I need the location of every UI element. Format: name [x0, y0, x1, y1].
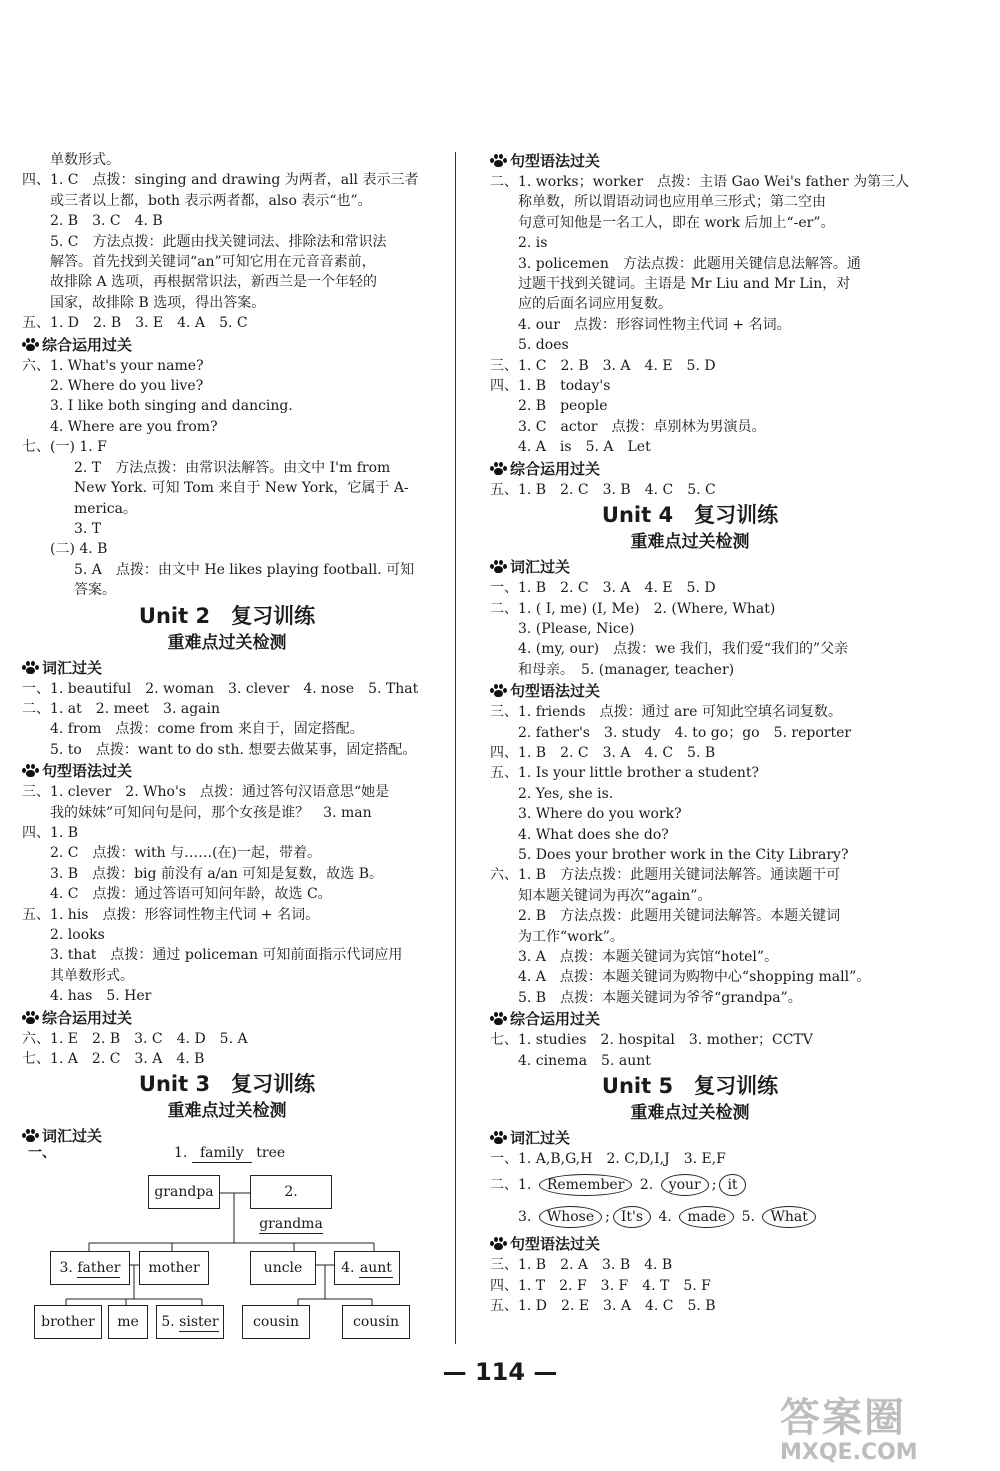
answer-line: 5. to 点拨：want to do sth. 想要去做某事，固定搭配。	[50, 741, 417, 758]
answer-line: 5. B 点拨：本题关键词为爷爷“grandpa”。	[518, 989, 802, 1006]
circled-word: made	[679, 1206, 734, 1228]
answer-line: 3. that 点拨：通过 policeman 可知前面指示代词应用	[50, 947, 403, 964]
answer-line: 五、1. D 2. B 3. E 4. A 5. C	[22, 315, 248, 332]
answer-line: 5. C 方法点拨：此题由找关键词法、排除法和常识法	[50, 233, 387, 250]
section-heading-label: 句型语法过关	[510, 1235, 601, 1254]
circled-answers-row	[490, 1201, 890, 1233]
answer-line: 三、1. C 2. B 3. A 4. E 5. D	[490, 357, 716, 374]
answer-line: 答案。	[74, 582, 116, 599]
question-number: 5.	[741, 1209, 755, 1226]
answer-line: 五、1. Is your little brother a student?	[490, 765, 760, 782]
unit-title: Unit 5 复习训练	[601, 1074, 779, 1099]
box-uncle: uncle	[250, 1251, 316, 1285]
section-heading	[490, 1127, 890, 1149]
answer-line: 一、1. B 2. C 3. A 4. E 5. D	[490, 580, 716, 597]
answer-line: 3. A 点拨：本题关键词为宾馆“hotel”。	[518, 949, 779, 965]
answer-line: 2. father's 3. study 4. to go；go 5. reporter	[518, 724, 852, 741]
unit-subtitle: 重难点过关检测	[630, 1103, 750, 1124]
paw-icon	[490, 1237, 507, 1251]
answer-line: 知本题关键词为再次“again”。	[518, 887, 712, 904]
right-column	[490, 150, 910, 1317]
answer-line: 4. Where are you from?	[50, 418, 218, 435]
section-heading-label: 词汇过关	[42, 658, 103, 677]
section-heading	[490, 458, 890, 480]
answer-line: 六、1. E 2. B 3. C 4. D 5. A	[22, 1030, 248, 1047]
answer-line: 2. looks	[50, 927, 105, 943]
answer-line: 2. Where do you live?	[50, 378, 204, 395]
answer-line: 六、1. B 方法点拨：此题用关键词法解答。通读题干可	[490, 867, 841, 884]
answer-line: 四、1. B today's	[490, 378, 611, 395]
box-father	[50, 1251, 130, 1285]
answer-line: merica。	[74, 500, 137, 517]
box-aunt	[334, 1251, 400, 1285]
left-column	[22, 150, 432, 1352]
unit-title: Unit 4 复习训练	[601, 503, 779, 528]
answer-line: 为工作“work”。	[518, 928, 624, 945]
answer-line: 3. B 点拨：big 前没有 a/an 可知是复数，故选 B。	[50, 865, 384, 882]
answer-line: 2. B 3. C 4. B	[50, 213, 163, 230]
answer-line: 应的后面名词应用复数。	[518, 296, 672, 313]
section-heading	[22, 657, 432, 679]
circled-word: it	[719, 1174, 745, 1196]
answer-line: 解答。首先找到关键词“an”可知它用在元音音素前，	[50, 254, 376, 271]
section-heading	[490, 150, 890, 172]
answer-line: 4. A is 5. A Let	[518, 439, 651, 456]
answer-line: 3. policemen 方法点拨：此题用关键信息法解答。通	[518, 255, 861, 272]
separator: ;	[711, 1177, 717, 1194]
answer-line: 五、1. D 2. E 3. A 4. C 5. B	[490, 1298, 716, 1315]
circled-word: Remember	[539, 1174, 633, 1196]
section-heading-label: 词汇过关	[510, 1129, 571, 1148]
tree-title	[174, 1143, 285, 1163]
answer-line: 二、1. at 2. meet 3. again	[22, 700, 221, 717]
answer-line: 4. A 点拨：本题关键词为购物中心“shopping mall”。	[518, 969, 871, 986]
unit-title: Unit 3 复习训练	[138, 1072, 316, 1097]
answer-line: 二、1. works；worker 点拨：主语 Gao Wei's father 为第三人	[490, 174, 910, 190]
blank-number: 5.	[161, 1314, 175, 1331]
answer-line: 和母亲。 5. (manager, teacher)	[518, 661, 735, 678]
paw-icon	[22, 1129, 39, 1143]
blank-number: 4.	[341, 1260, 355, 1277]
question-number: 4.	[658, 1209, 672, 1226]
circled-word: your	[661, 1174, 709, 1196]
answer-line: 四、1. B	[22, 824, 79, 841]
box-me: me	[108, 1305, 148, 1339]
answer-line: 七、1. A 2. C 3. A 4. B	[22, 1051, 205, 1068]
answer-line: 一、1. beautiful 2. woman 3. clever 4. nose 5. That	[22, 680, 419, 697]
blank-number: 1.	[174, 1145, 188, 1162]
answer-line: 3. C actor 点拨：卓别林为男演员。	[518, 418, 766, 435]
circled-word: Whose	[539, 1206, 602, 1228]
family-tree-diagram	[22, 1147, 432, 1352]
answer-line: 三、1. friends 点拨：通过 are 可知此空填名词复数。	[490, 704, 842, 721]
answer-line: 故排除 A 选项，再根据常识法，新西兰是一个年轻的	[50, 274, 378, 291]
answer-line: 2. Yes, she is.	[518, 785, 614, 802]
circled-word: What	[762, 1206, 815, 1228]
answer-line: 5. A 点拨：由文中 He likes playing football. 可知	[74, 561, 415, 578]
circled-answers-row	[490, 1169, 890, 1201]
watermark-logo	[780, 1396, 995, 1471]
answer-line: 称单数，所以谓语动词也应用单三形式；第二空由	[518, 194, 826, 211]
answer-line: 4. has 5. Her	[50, 988, 152, 1005]
answer-line: 2. T 方法点拨：由常识法解答。由文中 I'm from	[74, 459, 391, 476]
box-sister	[156, 1305, 224, 1339]
answer-line: 3. (Please, Nice)	[518, 620, 635, 637]
question-number: 2.	[639, 1177, 654, 1194]
section-heading-label: 句型语法过关	[510, 152, 601, 170]
answer-line: 二、1. ( I, me) (I, Me) 2. (Where, What)	[490, 600, 776, 617]
box-grandpa: grandpa	[148, 1175, 220, 1209]
answer-line: 三、1. B 2. A 3. B 4. B	[490, 1257, 673, 1274]
answer-line: 4. from 点拨：come from 来自于，固定搭配。	[50, 721, 364, 738]
unit-subtitle: 重难点过关检测	[630, 532, 750, 553]
answer-line: 2. B people	[518, 398, 608, 415]
section-heading	[490, 680, 890, 702]
paw-icon	[22, 338, 39, 352]
answer-father: father	[77, 1260, 121, 1277]
unit-title: Unit 2 复习训练	[138, 603, 316, 628]
question-number: 一、	[28, 1145, 56, 1162]
answer-line: 过题干找到关键词。主语是 Mr Liu and Mr Lin，对	[518, 276, 851, 293]
paw-icon	[22, 764, 39, 778]
answer-family: family	[192, 1144, 252, 1163]
paw-icon	[22, 1011, 39, 1025]
answer-line: 一、1. A,B,G,H 2. C,D,I,J 3. E,F	[490, 1151, 726, 1168]
section-heading-label: 综合运用过关	[510, 459, 601, 478]
blank-number: 2.	[284, 1184, 298, 1201]
paw-icon	[490, 684, 507, 698]
section-heading-label: 综合运用过关	[510, 1010, 601, 1029]
paw-icon	[490, 1131, 507, 1145]
answer-line: 4. (my, our) 点拨：we 我们，我们爱“我们的”父亲	[518, 641, 849, 658]
answer-line: 其单数形式。	[50, 967, 134, 984]
answer-line: 国家，故排除 B 选项，得出答案。	[50, 294, 266, 311]
watermark-url: MXQE.COM	[780, 1440, 918, 1465]
question-number: 3.	[518, 1209, 532, 1226]
answer-line: 我的妹妹”可知问句是问，那个女孩是谁？ 3. man	[50, 804, 372, 821]
paw-icon	[490, 1012, 507, 1026]
unit-subtitle: 重难点过关检测	[167, 632, 287, 653]
answer-line: 三、1. clever 2. Who's 点拨：通过答句汉语意思“她是	[22, 784, 390, 801]
answer-sister: sister	[179, 1314, 219, 1331]
answer-line: 2. B 方法点拨：此题用关键词法解答。本题关键词	[518, 908, 841, 925]
answer-line: 句意可知他是一名工人，即在 work 后加上“-er”。	[518, 214, 835, 231]
paw-icon	[490, 154, 507, 168]
section-heading	[490, 1233, 890, 1255]
box-cousin: cousin	[242, 1305, 310, 1339]
answer-grandma: grandma	[259, 1216, 323, 1233]
answer-line: 七、1. studies 2. hospital 3. mother；CCTV	[490, 1032, 813, 1049]
section-heading	[22, 334, 432, 356]
answer-line: 四、1. T 2. F 3. F 4. T 5. F	[490, 1277, 711, 1294]
answer-line: 3. T	[74, 520, 102, 537]
section-heading	[22, 760, 432, 782]
answer-line: New York. 可知 Tom 来自于 New York，它属于 A-	[74, 480, 409, 497]
section-heading-label: 词汇过关	[510, 558, 571, 577]
paw-icon	[490, 560, 507, 574]
answer-line: 六、1. What's your name?	[22, 357, 204, 374]
section-heading-label: 句型语法过关	[42, 762, 133, 781]
column-divider	[455, 152, 456, 1344]
section-heading	[490, 1008, 890, 1030]
answer-line: 4. cinema 5. aunt	[518, 1052, 651, 1069]
answer-line: (二) 4. B	[50, 541, 108, 558]
answer-line: 2. C 点拨：with 与……(在)一起，带着。	[50, 845, 321, 862]
section-heading	[490, 556, 890, 578]
answer-line: 四、1. C 点拨：singing and drawing 为两者，all 表示三者	[22, 172, 419, 189]
answer-line: 2. is	[518, 235, 548, 252]
tree-label: tree	[256, 1145, 286, 1162]
box-mother: mother	[139, 1251, 209, 1285]
paw-icon	[22, 661, 39, 675]
answer-line: 4. What does she do?	[518, 826, 669, 843]
answer-line: 5. Does your brother work in the City Library?	[518, 846, 849, 863]
circled-word: It's	[613, 1206, 651, 1228]
box-brother: brother	[34, 1305, 102, 1339]
answer-line: 或三者以上都，both 表示两者都，also 表示“也”。	[50, 192, 372, 209]
section-heading-label: 综合运用过关	[42, 1008, 133, 1027]
answer-line: 3. Where do you work?	[518, 806, 682, 823]
answer-line: 3. I like both singing and dancing.	[50, 398, 293, 415]
section-heading-label: 句型语法过关	[510, 682, 601, 701]
answer-line: 单数形式。	[50, 152, 120, 168]
separator: ;	[605, 1209, 610, 1226]
answer-line: 4. our 点拨：形容词性物主代词 + 名词。	[518, 316, 791, 333]
watermark-text: 答案圈	[780, 1395, 906, 1441]
answer-line: 5. does	[518, 337, 569, 354]
answer-line: 五、1. his 点拨：形容词性物主代词 + 名词。	[22, 906, 320, 923]
answer-line: 五、1. B 2. C 3. B 4. C 5. C	[490, 481, 716, 498]
paw-icon	[490, 462, 507, 476]
section-heading-label: 综合运用过关	[42, 335, 133, 354]
page-number: — 114 —	[442, 1358, 558, 1386]
box-cousin: cousin	[342, 1305, 410, 1339]
question-number: 二、1.	[490, 1177, 532, 1194]
answer-aunt: aunt	[359, 1260, 392, 1277]
section-heading	[22, 1007, 432, 1029]
answer-line: 四、1. B 2. C 3. A 4. C 5. B	[490, 744, 716, 761]
box-grandma	[250, 1175, 332, 1233]
answer-line: 七、(一) 1. F	[22, 439, 107, 456]
unit-subtitle: 重难点过关检测	[167, 1101, 287, 1122]
section-heading-label: 词汇过关	[42, 1127, 103, 1146]
blank-number: 3.	[59, 1260, 73, 1277]
answer-line: 4. C 点拨：通过答语可知问年龄，故选 C。	[50, 886, 332, 903]
